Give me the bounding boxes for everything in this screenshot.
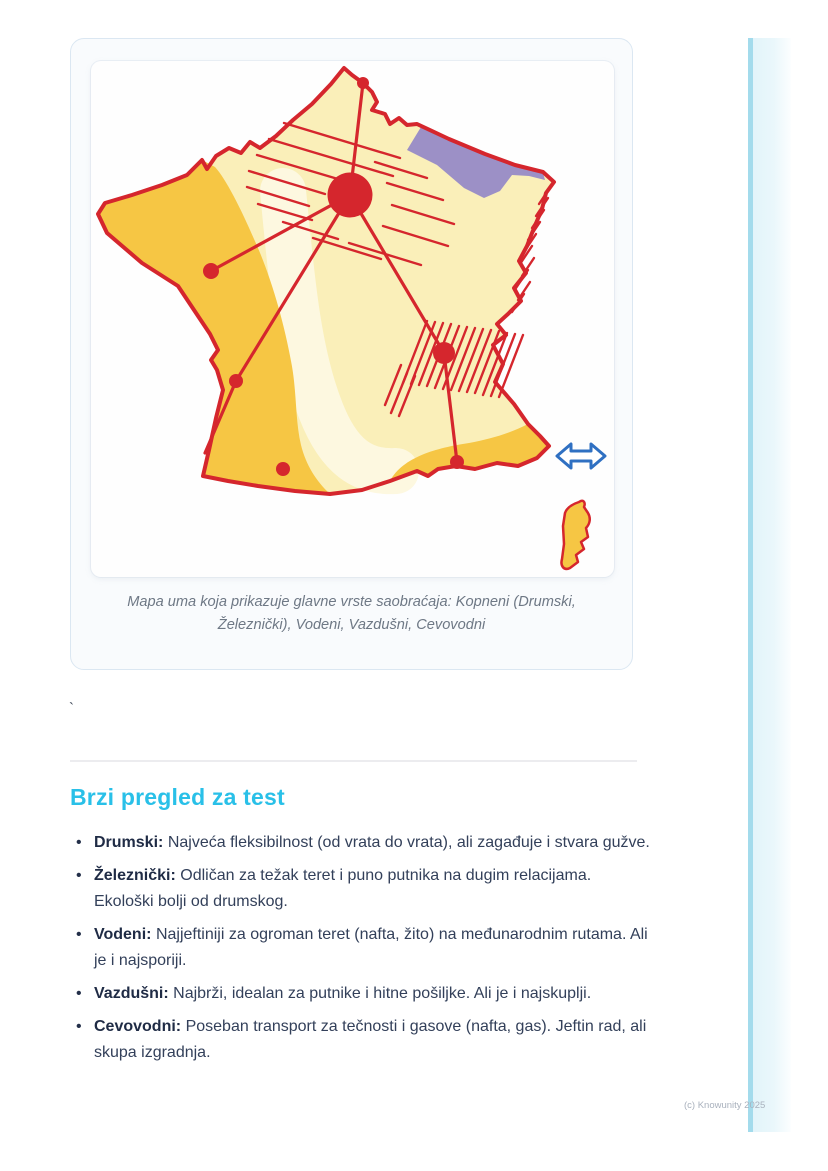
list-item-term: Cevovodni: — [94, 1018, 182, 1035]
bullet-list — [70, 830, 650, 1073]
west-node — [203, 263, 219, 279]
watermark: (c) Knowunity 2025 — [684, 1100, 766, 1111]
section-heading: Brzi pregled za test — [70, 784, 285, 810]
figure-card — [70, 38, 633, 670]
list-item-text: Najjeftiniji za ogroman teret (nafta, žito) na međunarodnim rutama. Ali je i najsporiji. — [94, 926, 648, 969]
page-edge-fill — [753, 38, 791, 1132]
list-item-term: Železnički: — [94, 867, 176, 884]
list-item-term: Drumski: — [94, 834, 164, 851]
list-item-text: Odličan za težak teret i puno putnika na dugim relacijama. Ekološki bolji od drumskog. — [94, 867, 592, 910]
corsica-island — [561, 501, 589, 569]
list-item-text: Najveća fleksibilnost (od vrata do vrata), ali zagađuje i stvara gužve. — [167, 834, 650, 851]
list-item-term: Vazdušni: — [94, 985, 169, 1002]
section-divider — [70, 760, 637, 762]
southwest-node — [276, 462, 290, 476]
list-item-term: Vodeni: — [94, 926, 152, 943]
mid-west-node — [229, 374, 243, 388]
figure-caption — [71, 591, 632, 637]
list-item — [70, 981, 650, 1007]
list-item-text: Poseban transport za tečnosti i gasove (nafta, gas). Jeftin rad, ali skupa izgradnja. — [94, 1018, 647, 1061]
double-arrow-icon — [557, 444, 605, 468]
list-item-text: Najbrži, idealan za putnike i hitne pošiljke. Ali je i najskuplji. — [173, 985, 592, 1002]
lyon-node — [433, 342, 455, 364]
paris-hub-node — [328, 173, 373, 218]
list-item — [70, 1014, 650, 1066]
map-image[interactable] — [91, 61, 614, 577]
north-node — [357, 77, 369, 89]
list-item — [70, 922, 650, 974]
figure-caption-text: Mapa uma koja prikazuje glavne vrste saobraćaja: Kopneni (Drumski, Železnički), Vodeni, Vazdušni, Cevovodni — [127, 594, 576, 633]
list-item — [70, 863, 650, 915]
stray-backtick: ` — [69, 700, 74, 717]
south-node — [450, 455, 464, 469]
list-item — [70, 830, 650, 856]
france-transport-map-illustration — [91, 61, 614, 577]
